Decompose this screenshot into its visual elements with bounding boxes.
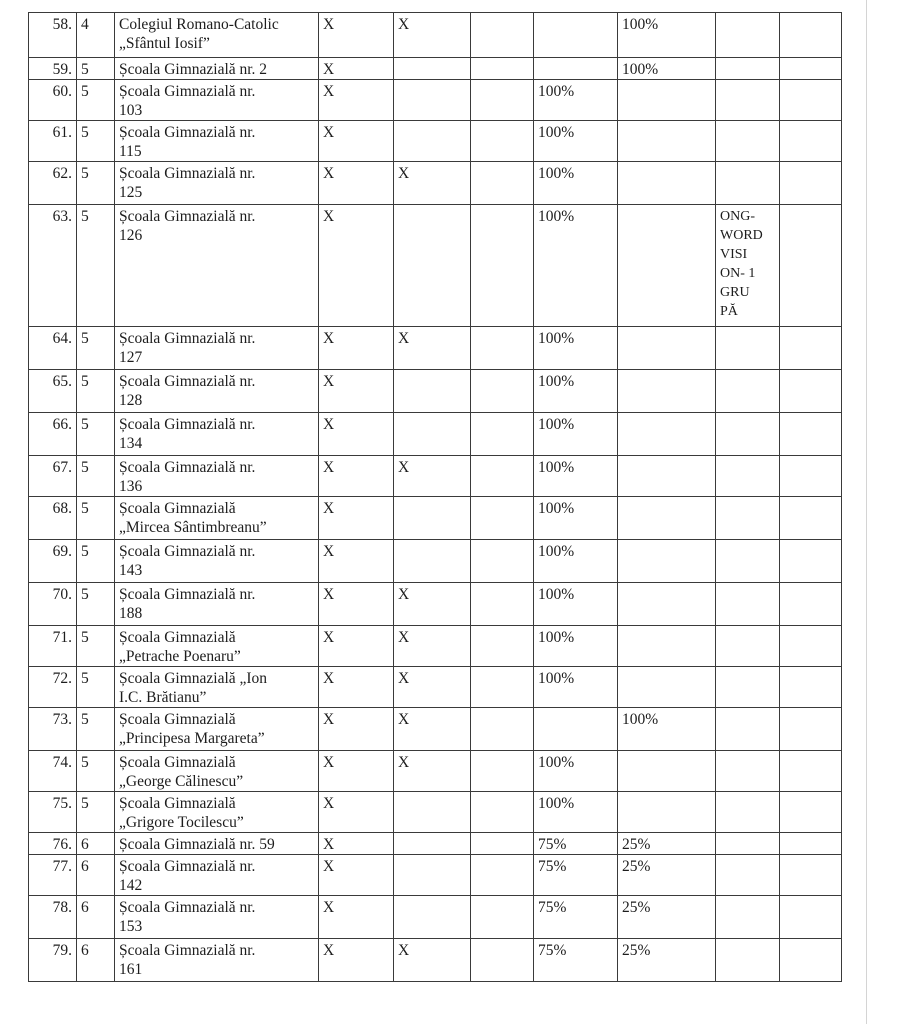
table-row: [29, 205, 842, 327]
school-name: Școala Gimnazială nr. 136: [115, 456, 319, 497]
mark-col-2: X: [394, 667, 471, 708]
mark-col-3: [471, 121, 534, 162]
school-name: Școala Gimnazială nr. 126: [115, 205, 319, 327]
mark-col-1: X: [319, 896, 394, 939]
mark-col-2: X: [394, 751, 471, 792]
school-name: Școala Gimnazială nr. 128: [115, 370, 319, 413]
mark-col-3: [471, 327, 534, 370]
sector-cell: 5: [77, 583, 115, 626]
percent-col-2: [618, 413, 716, 456]
mark-col-1: X: [319, 833, 394, 855]
table-row: [29, 708, 842, 751]
sector-cell: 6: [77, 833, 115, 855]
table-row: [29, 583, 842, 626]
school-name: Școala Gimnazială „Petrache Poenaru”: [115, 626, 319, 667]
school-name: Școala Gimnazială nr. 115: [115, 121, 319, 162]
row-number: 74.: [29, 751, 77, 792]
school-name: Școala Gimnazială „George Călinescu”: [115, 751, 319, 792]
last-col-cell: [780, 13, 842, 58]
mark-col-1: X: [319, 58, 394, 80]
mark-col-2: [394, 80, 471, 121]
percent-col-1: 100%: [534, 162, 618, 205]
row-number: 76.: [29, 833, 77, 855]
mark-col-3: [471, 792, 534, 833]
table-row: [29, 456, 842, 497]
row-number: 59.: [29, 58, 77, 80]
observations-cell: [716, 896, 780, 939]
row-number: 68.: [29, 497, 77, 540]
percent-col-2: 25%: [618, 855, 716, 896]
mark-col-3: [471, 939, 534, 982]
observations-cell: [716, 833, 780, 855]
mark-col-3: [471, 751, 534, 792]
row-number: 79.: [29, 939, 77, 982]
percent-col-1: 100%: [534, 370, 618, 413]
sector-cell: 6: [77, 939, 115, 982]
mark-col-1: X: [319, 327, 394, 370]
mark-col-1: X: [319, 413, 394, 456]
last-col-cell: [780, 855, 842, 896]
percent-col-2: 100%: [618, 58, 716, 80]
percent-col-1: 100%: [534, 583, 618, 626]
mark-col-3: [471, 370, 534, 413]
percent-col-2: [618, 327, 716, 370]
percent-col-1: 100%: [534, 751, 618, 792]
percent-col-1: 100%: [534, 456, 618, 497]
percent-col-2: 25%: [618, 833, 716, 855]
table-row: [29, 939, 842, 982]
mark-col-1: X: [319, 13, 394, 58]
last-col-cell: [780, 792, 842, 833]
sector-cell: 4: [77, 13, 115, 58]
table-row: [29, 58, 842, 80]
school-name: Școala Gimnazială nr. 153: [115, 896, 319, 939]
mark-col-1: X: [319, 540, 394, 583]
mark-col-3: [471, 58, 534, 80]
last-col-cell: [780, 751, 842, 792]
table-row: [29, 327, 842, 370]
last-col-cell: [780, 939, 842, 982]
mark-col-1: X: [319, 751, 394, 792]
observations-cell: [716, 667, 780, 708]
row-number: 77.: [29, 855, 77, 896]
mark-col-3: [471, 896, 534, 939]
observations-cell: [716, 370, 780, 413]
table-row: [29, 121, 842, 162]
mark-col-1: X: [319, 456, 394, 497]
percent-col-1: 100%: [534, 121, 618, 162]
mark-col-2: [394, 540, 471, 583]
percent-col-2: [618, 370, 716, 413]
row-number: 62.: [29, 162, 77, 205]
percent-col-2: [618, 792, 716, 833]
percent-col-1: 75%: [534, 896, 618, 939]
mark-col-3: [471, 13, 534, 58]
percent-col-1: 75%: [534, 833, 618, 855]
last-col-cell: [780, 708, 842, 751]
sector-cell: 5: [77, 626, 115, 667]
mark-col-2: [394, 413, 471, 456]
last-col-cell: [780, 456, 842, 497]
table-row: [29, 833, 842, 855]
mark-col-1: X: [319, 583, 394, 626]
percent-col-2: [618, 667, 716, 708]
row-number: 64.: [29, 327, 77, 370]
table-row: [29, 667, 842, 708]
percent-col-2: [618, 497, 716, 540]
percent-col-2: 100%: [618, 708, 716, 751]
observations-cell: ONG- WORD VISI ON- 1 GRU PĂ: [716, 205, 780, 327]
percent-col-1: 100%: [534, 205, 618, 327]
table-row: [29, 497, 842, 540]
mark-col-1: X: [319, 162, 394, 205]
sector-cell: 5: [77, 540, 115, 583]
last-col-cell: [780, 833, 842, 855]
schools-table: [28, 12, 842, 982]
percent-col-2: [618, 162, 716, 205]
sector-cell: 5: [77, 456, 115, 497]
school-name: Școala Gimnazială nr. 134: [115, 413, 319, 456]
percent-col-1: 100%: [534, 327, 618, 370]
percent-col-2: 25%: [618, 939, 716, 982]
school-name: Școala Gimnazială „Ion I.C. Brătianu”: [115, 667, 319, 708]
mark-col-2: [394, 497, 471, 540]
mark-col-1: X: [319, 792, 394, 833]
row-number: 72.: [29, 667, 77, 708]
mark-col-3: [471, 833, 534, 855]
school-name: Școala Gimnazială nr. 143: [115, 540, 319, 583]
last-col-cell: [780, 205, 842, 327]
sector-cell: 5: [77, 667, 115, 708]
sector-cell: 6: [77, 855, 115, 896]
mark-col-2: X: [394, 939, 471, 982]
observations-cell: [716, 751, 780, 792]
observations-cell: [716, 855, 780, 896]
mark-col-2: X: [394, 162, 471, 205]
percent-col-2: 25%: [618, 896, 716, 939]
mark-col-3: [471, 626, 534, 667]
sector-cell: 5: [77, 80, 115, 121]
school-name: Colegiul Romano-Catolic „Sfântul Iosif”: [115, 13, 319, 58]
mark-col-3: [471, 497, 534, 540]
observations-cell: [716, 13, 780, 58]
observations-cell: [716, 540, 780, 583]
mark-col-3: [471, 162, 534, 205]
row-number: 73.: [29, 708, 77, 751]
table-row: [29, 855, 842, 896]
table-row: [29, 13, 842, 58]
mark-col-2: [394, 58, 471, 80]
observations-cell: [716, 626, 780, 667]
sector-cell: 5: [77, 205, 115, 327]
school-name: Școala Gimnazială „Grigore Tocilescu”: [115, 792, 319, 833]
sector-cell: 5: [77, 751, 115, 792]
sector-cell: 5: [77, 792, 115, 833]
mark-col-2: [394, 121, 471, 162]
last-col-cell: [780, 162, 842, 205]
mark-col-1: X: [319, 708, 394, 751]
row-number: 65.: [29, 370, 77, 413]
mark-col-2: X: [394, 13, 471, 58]
sector-cell: 5: [77, 162, 115, 205]
mark-col-1: X: [319, 626, 394, 667]
observations-cell: [716, 792, 780, 833]
observations-cell: [716, 497, 780, 540]
last-col-cell: [780, 540, 842, 583]
percent-col-1: [534, 13, 618, 58]
percent-col-1: 100%: [534, 540, 618, 583]
percent-col-1: [534, 58, 618, 80]
percent-col-2: 100%: [618, 13, 716, 58]
mark-col-3: [471, 708, 534, 751]
last-col-cell: [780, 497, 842, 540]
table-row: [29, 80, 842, 121]
row-number: 66.: [29, 413, 77, 456]
table-row: [29, 540, 842, 583]
percent-col-1: 75%: [534, 855, 618, 896]
percent-col-1: 75%: [534, 939, 618, 982]
observations-cell: [716, 162, 780, 205]
school-name: Școala Gimnazială nr. 2: [115, 58, 319, 80]
sector-cell: 5: [77, 121, 115, 162]
sector-cell: 5: [77, 370, 115, 413]
mark-col-2: X: [394, 456, 471, 497]
last-col-cell: [780, 80, 842, 121]
mark-col-3: [471, 583, 534, 626]
school-name: Școala Gimnazială nr. 127: [115, 327, 319, 370]
sector-cell: 5: [77, 327, 115, 370]
percent-col-2: [618, 205, 716, 327]
mark-col-1: X: [319, 205, 394, 327]
last-col-cell: [780, 896, 842, 939]
sector-cell: 6: [77, 896, 115, 939]
mark-col-2: X: [394, 327, 471, 370]
row-number: 60.: [29, 80, 77, 121]
row-number: 58.: [29, 13, 77, 58]
observations-cell: [716, 708, 780, 751]
percent-col-2: [618, 540, 716, 583]
table-row: [29, 370, 842, 413]
percent-col-1: 100%: [534, 792, 618, 833]
row-number: 70.: [29, 583, 77, 626]
mark-col-2: [394, 896, 471, 939]
mark-col-3: [471, 413, 534, 456]
sector-cell: 5: [77, 413, 115, 456]
mark-col-3: [471, 540, 534, 583]
sector-cell: 5: [77, 497, 115, 540]
table-row: [29, 896, 842, 939]
table-row: [29, 162, 842, 205]
row-number: 78.: [29, 896, 77, 939]
last-col-cell: [780, 58, 842, 80]
school-name: Școala Gimnazială nr. 125: [115, 162, 319, 205]
school-name: Școala Gimnazială „Principesa Margareta”: [115, 708, 319, 751]
school-name: Școala Gimnazială nr. 103: [115, 80, 319, 121]
observations-cell: [716, 80, 780, 121]
percent-col-2: [618, 456, 716, 497]
percent-col-2: [618, 626, 716, 667]
row-number: 67.: [29, 456, 77, 497]
percent-col-2: [618, 583, 716, 626]
percent-col-2: [618, 751, 716, 792]
row-number: 61.: [29, 121, 77, 162]
table-row: [29, 413, 842, 456]
percent-col-2: [618, 80, 716, 121]
mark-col-1: X: [319, 80, 394, 121]
mark-col-2: X: [394, 708, 471, 751]
mark-col-3: [471, 855, 534, 896]
mark-col-1: X: [319, 939, 394, 982]
mark-col-2: [394, 855, 471, 896]
observations-cell: [716, 121, 780, 162]
school-name: Școala Gimnazială nr. 161: [115, 939, 319, 982]
observations-cell: [716, 939, 780, 982]
percent-col-1: 100%: [534, 497, 618, 540]
last-col-cell: [780, 667, 842, 708]
table-row: [29, 751, 842, 792]
last-col-cell: [780, 413, 842, 456]
mark-col-1: X: [319, 370, 394, 413]
last-col-cell: [780, 327, 842, 370]
percent-col-1: [534, 708, 618, 751]
percent-col-1: 100%: [534, 80, 618, 121]
mark-col-3: [471, 80, 534, 121]
row-number: 71.: [29, 626, 77, 667]
last-col-cell: [780, 583, 842, 626]
school-name: Școala Gimnazială nr. 59: [115, 833, 319, 855]
percent-col-1: 100%: [534, 667, 618, 708]
row-number: 75.: [29, 792, 77, 833]
percent-col-1: 100%: [534, 626, 618, 667]
observations-cell: [716, 583, 780, 626]
last-col-cell: [780, 626, 842, 667]
mark-col-2: [394, 205, 471, 327]
last-col-cell: [780, 370, 842, 413]
mark-col-3: [471, 456, 534, 497]
mark-col-2: X: [394, 583, 471, 626]
percent-col-1: 100%: [534, 413, 618, 456]
mark-col-2: [394, 370, 471, 413]
table-row: [29, 626, 842, 667]
observations-cell: [716, 58, 780, 80]
row-number: 69.: [29, 540, 77, 583]
school-name: Școala Gimnazială nr. 188: [115, 583, 319, 626]
mark-col-3: [471, 667, 534, 708]
observations-cell: [716, 456, 780, 497]
mark-col-1: X: [319, 121, 394, 162]
table-row: [29, 792, 842, 833]
mark-col-1: X: [319, 667, 394, 708]
sector-cell: 5: [77, 708, 115, 751]
sector-cell: 5: [77, 58, 115, 80]
observations-cell: [716, 413, 780, 456]
mark-col-1: X: [319, 497, 394, 540]
mark-col-2: [394, 833, 471, 855]
school-name: Școala Gimnazială „Mircea Sântimbreanu”: [115, 497, 319, 540]
observations-cell: [716, 327, 780, 370]
mark-col-1: X: [319, 855, 394, 896]
row-number: 63.: [29, 205, 77, 327]
percent-col-2: [618, 121, 716, 162]
last-col-cell: [780, 121, 842, 162]
mark-col-2: X: [394, 626, 471, 667]
mark-col-2: [394, 792, 471, 833]
table-body: [29, 13, 842, 982]
school-name: Școala Gimnazială nr. 142: [115, 855, 319, 896]
mark-col-3: [471, 205, 534, 327]
